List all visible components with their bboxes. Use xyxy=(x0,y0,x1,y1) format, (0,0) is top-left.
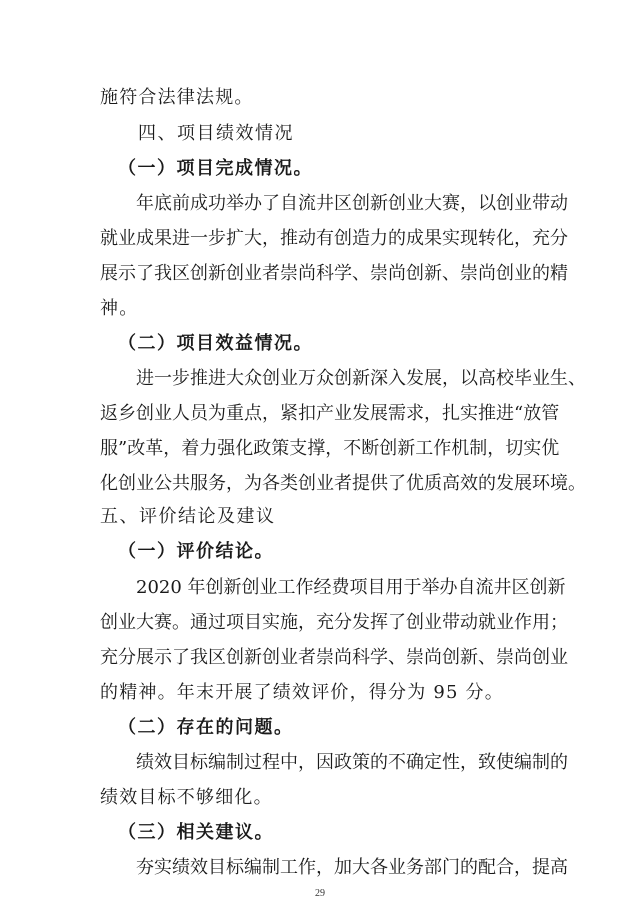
paragraph-line: 展示了我区创新创业者崇尚科学、崇尚创新、崇尚创业的精 xyxy=(100,263,568,284)
subsection-heading-problems: （二）存在的问题。 xyxy=(118,717,294,738)
subsection-heading-completion: （一）项目完成情况。 xyxy=(118,158,313,179)
paragraph-line: 化创业公共服务，为各类创业者提供了优质高效的发展环境。 xyxy=(100,473,586,494)
subsection-heading-suggestions: （三）相关建议。 xyxy=(118,822,274,843)
paragraph-line: 服”改革，着力强化政策支撑，不断创新工作机制，切实优 xyxy=(100,438,560,459)
paragraph-line: 返乡创业人员为重点，紧扣产业发展需求，扎实推进“放管 xyxy=(100,403,560,424)
paragraph-line: 进一步推进大众创业万众创新深入发展，以高校毕业生、 xyxy=(136,368,586,389)
paragraph-line: 施符合法律法规。 xyxy=(100,87,254,108)
subsection-heading-conclusion: （一）评价结论。 xyxy=(118,541,274,562)
paragraph-line: 充分展示了我区创新创业者崇尚科学、崇尚创新、崇尚创业 xyxy=(100,647,568,668)
subsection-heading-benefit: （二）项目效益情况。 xyxy=(118,333,313,354)
paragraph-line: 的精神。年末开展了绩效评价，得分为 95 分。 xyxy=(100,682,504,703)
paragraph-line: 2020 年创新创业工作经费项目用于举办自流井区创新 xyxy=(136,577,566,598)
section-heading-5: 五、评价结论及建议 xyxy=(100,506,276,527)
paragraph-line: 绩效目标不够细化。 xyxy=(100,787,273,808)
paragraph-line: 绩效目标编制过程中，因政策的不确定性，致使编制的 xyxy=(136,752,568,773)
section-heading-4: 四、项目绩效情况 xyxy=(138,123,294,144)
paragraph-line: 神。 xyxy=(100,298,139,319)
paragraph-line: 就业成果进一步扩大，推动有创造力的成果实现转化，充分 xyxy=(100,228,568,249)
paragraph-line: 夯实绩效目标编制工作，加大各业务部门的配合，提高 xyxy=(136,857,568,878)
paragraph-line: 年底前成功举办了自流井区创新创业大赛，以创业带动 xyxy=(136,193,568,214)
page-number: 29 xyxy=(315,888,325,899)
paragraph-line: 创业大赛。通过项目实施，充分发挥了创业带动就业作用； xyxy=(100,612,568,633)
